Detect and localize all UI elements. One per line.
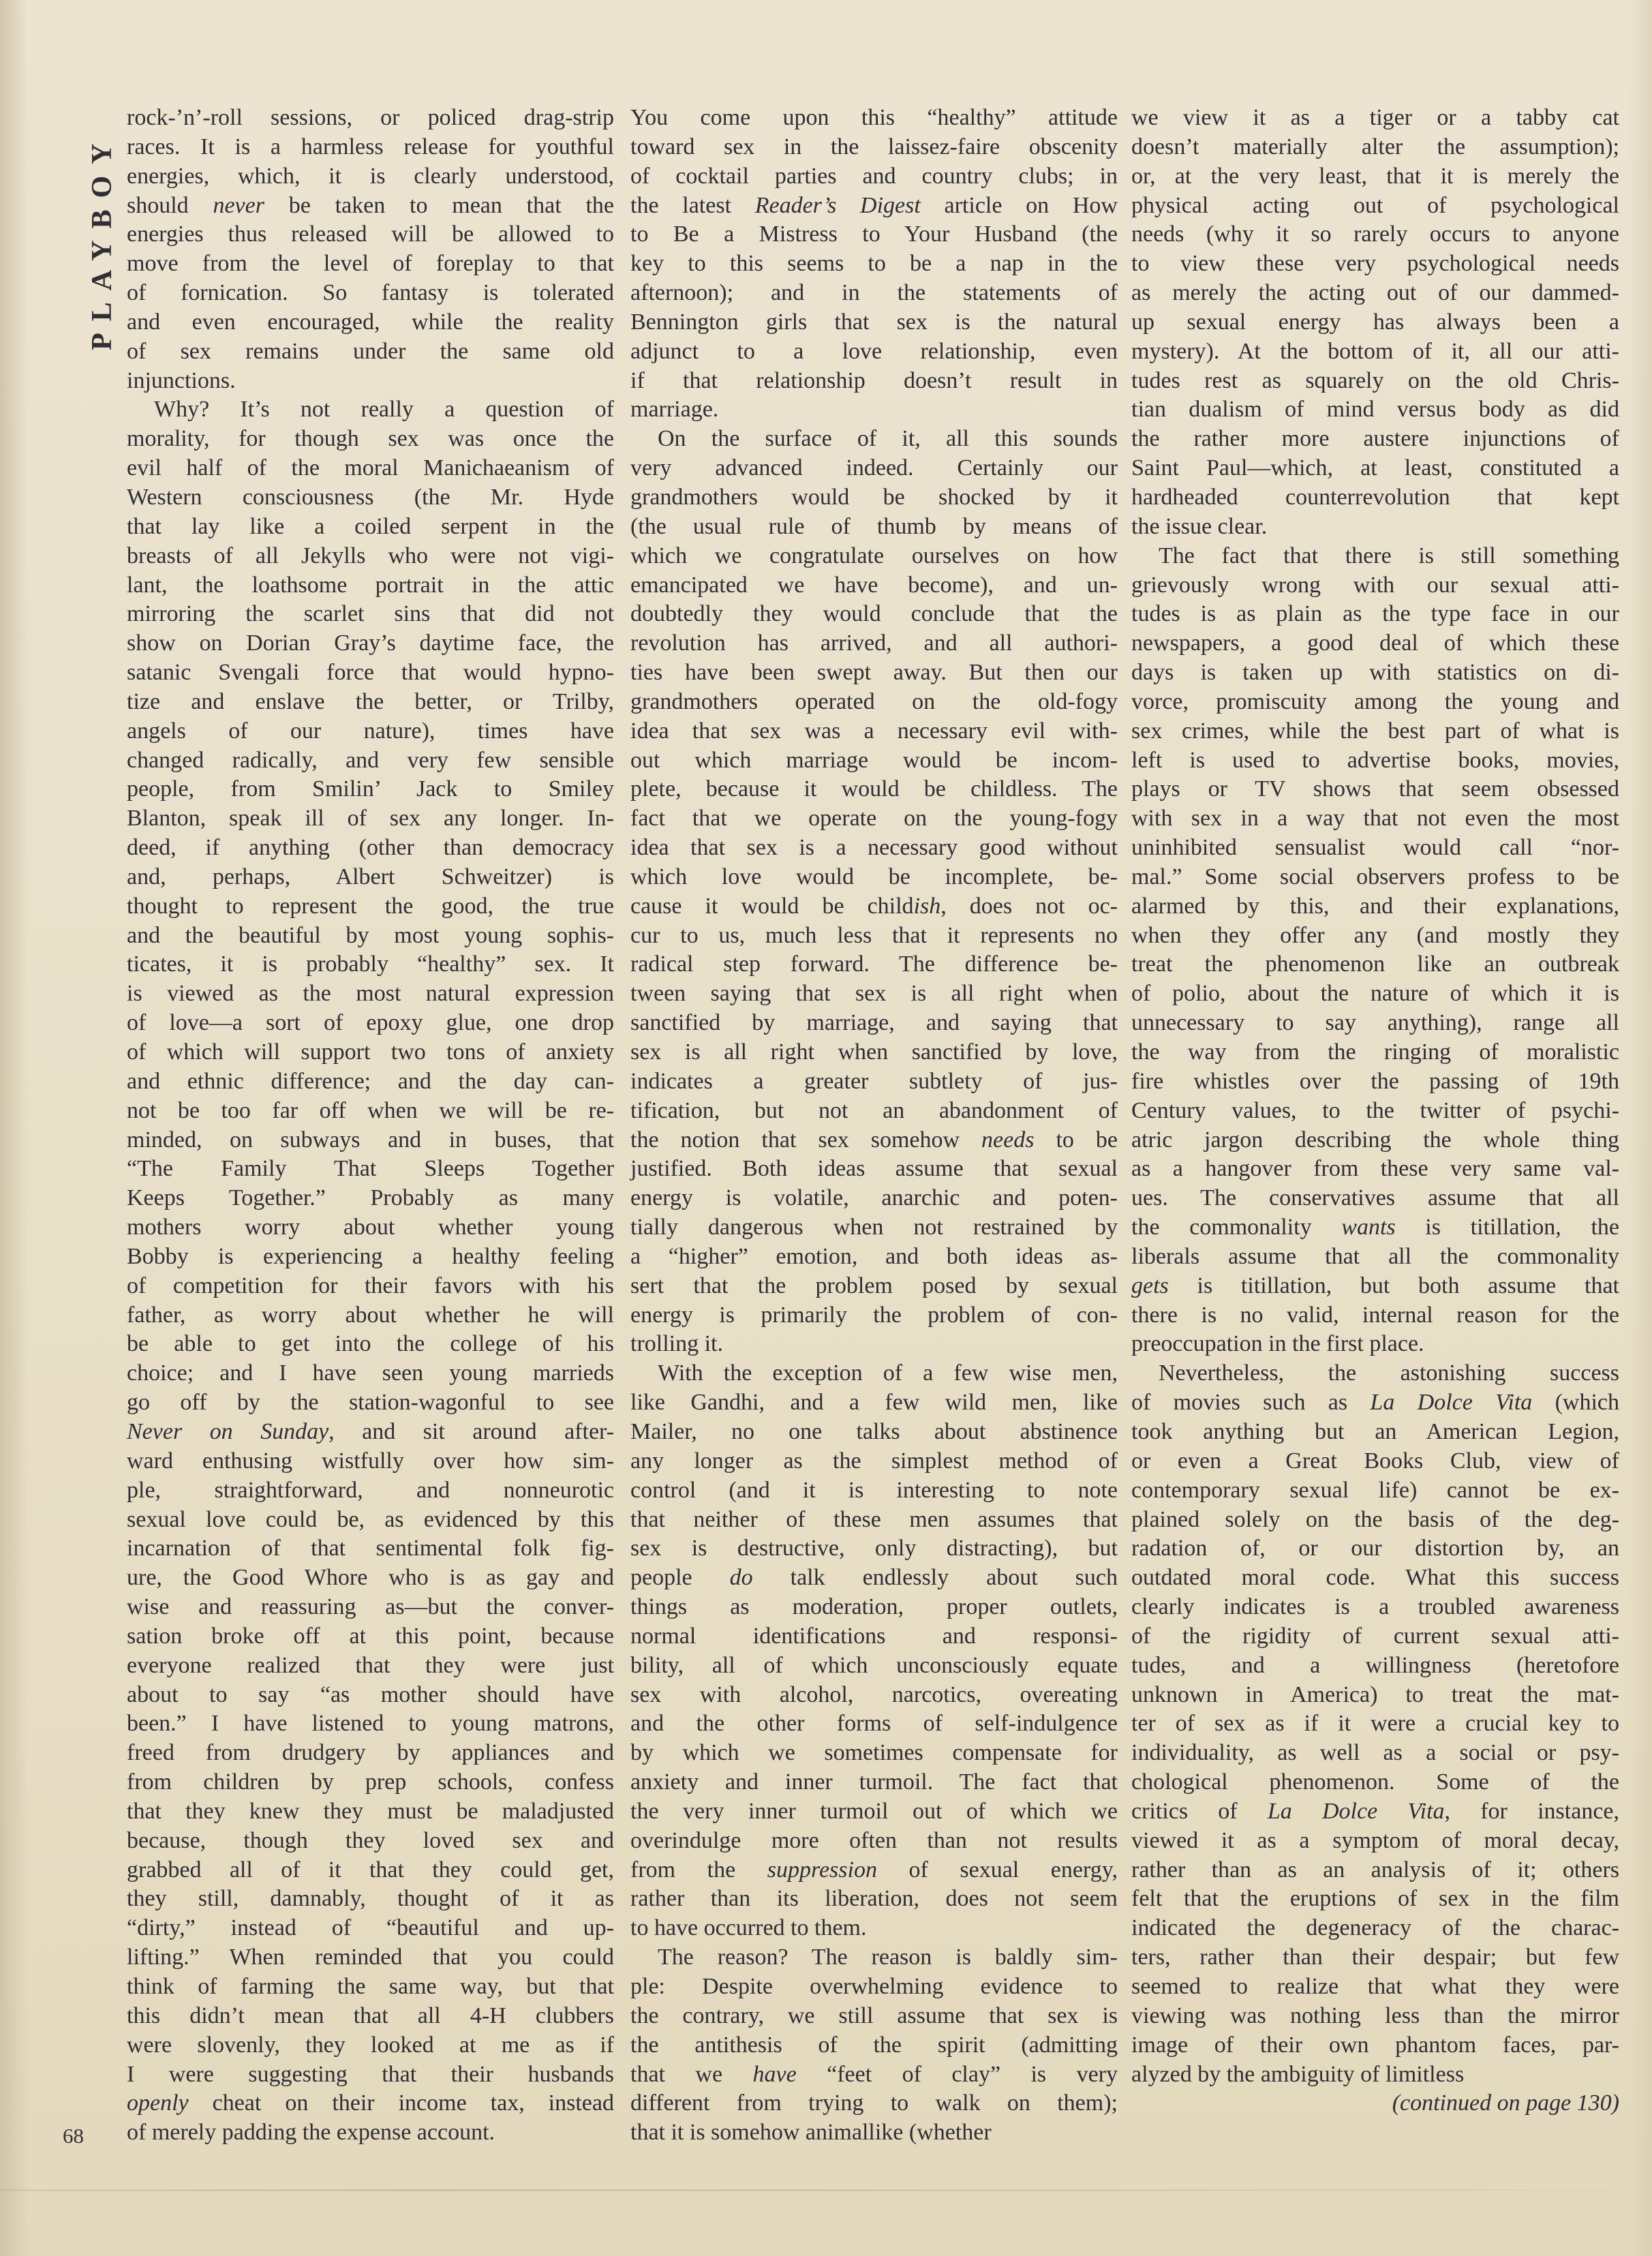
text-line: tudes rest as squarely on the old Chris- [1131,367,1619,393]
paragraph [630,1359,1118,1943]
paragraph [1131,104,1619,542]
text-line: rather than its liberation, does not seem [630,1886,1118,1912]
text-line: as a hangover from these very same val- [1131,1156,1619,1182]
text-line: doubtedly they would conclude that the [630,601,1118,627]
text-line: of the rigidity of current sexual atti- [1131,1623,1619,1649]
text-line: radation of, or our distortion by, an [1131,1536,1619,1561]
text-line: sex crimes, while the best part of what is [1131,718,1619,744]
text-line: liberals assume that all the commonality [1131,1243,1619,1269]
text-line: The fact that there is still something [1159,543,1619,568]
text-line: morality, for though sex was once the [127,426,614,452]
text-line: indicated the degeneracy of the charac- [1131,1915,1619,1941]
text-line: of which will support two tons of anxiety [127,1039,614,1065]
text-line: mirroring the scarlet sins that did not [127,601,614,627]
text-line: sex is all right when sanctified by love, [630,1039,1118,1065]
text-line: which love would be incomplete, be- [630,864,1118,889]
text-line: of merely padding the expense account. [127,2120,495,2146]
text-line: incarnation of that sentimental folk fig- [127,1536,614,1561]
text-line: Mailer, no one talks about abstinence [630,1418,1118,1444]
text-line: and, perhaps, Albert Schweitzer) is [127,864,614,889]
text-column-middle [630,104,1118,2148]
text-column-left [127,104,614,2148]
text-line: cur to us, much less that it represents no [630,922,1118,948]
text-line: felt that the eruptions of sex in the film [1131,1886,1619,1912]
text-line: should never be taken to mean that the [127,192,614,218]
text-line: sex with alcohol, narcotics, overeating [630,1681,1118,1707]
text-line: overindulge more often than not results [630,1827,1118,1853]
text-line: by which we sometimes compensate for [630,1740,1118,1766]
text-line: seemed to realize that what they were [1131,1974,1619,1999]
text-line: because, though they loved sex and [127,1827,614,1853]
text-line: hardheaded counterrevolution that kept [1131,484,1619,510]
text-line: Bennington girls that sex is the natural [630,309,1118,335]
text-line: to have occurred to them. [630,1915,867,1941]
text-line: very advanced indeed. Certainly our [630,455,1118,481]
text-line: openly cheat on their income tax, instead [127,2090,614,2116]
text-line: minded, on subways and in buses, that [127,1127,614,1153]
text-line: that we have “feet of clay” is very [630,2061,1118,2087]
text-line: needs (why it so rarely occurs to anyone [1131,222,1619,247]
text-line: of competition for their favors with his [127,1272,614,1298]
text-line: tudes, and a willingness (heretofore [1131,1652,1619,1678]
text-line: grandmothers would be shocked by it [630,484,1118,510]
text-line: energies, which, it is clearly understood, [127,163,614,189]
text-line: idea that sex is a necessary good without [630,835,1118,861]
text-line: ues. The conservatives assume that all [1131,1185,1619,1211]
text-line: the way from the ringing of moralistic [1131,1039,1619,1065]
text-line: adjunct to a love relationship, even [630,338,1118,364]
text-line: grandmothers operated on the old-fogy [630,688,1118,714]
text-line: choice; and I have seen young marrieds [127,1360,614,1386]
text-line: physical acting out of psychological [1131,192,1619,218]
text-line: Never on Sunday, and sit around after- [127,1418,614,1444]
text-line: as merely the acting out of our dammed- [1131,280,1619,306]
paragraph [127,395,614,2148]
text-line: to view these very psychological needs [1131,251,1619,277]
text-line: viewing was nothing less than the mirror [1131,2002,1619,2028]
text-line: On the surface of it, all this sounds [658,426,1118,452]
text-line: from children by prep schools, confess [127,1769,614,1795]
text-line: plained solely on the basis of the deg- [1131,1506,1619,1532]
text-line: ter of sex as if it were a crucial key to [1131,1711,1619,1737]
text-line: vorce, promiscuity among the young and [1131,688,1619,714]
text-line: the issue clear. [1131,513,1268,539]
text-line: evil half of the moral Manichaeanism of [127,455,614,481]
text-line: there is no valid, internal reason for the [1131,1302,1619,1328]
text-line: angels of our nature), times have [127,718,614,744]
text-line: “dirty,” instead of “beautiful and up- [127,1915,614,1941]
text-line: tween saying that sex is all right when [630,981,1118,1007]
text-line: rather than as an analysis of it; others [1131,1857,1619,1882]
text-line: emancipated we have become), and un- [630,572,1118,598]
paragraph [1131,2089,1619,2118]
text-line: newspapers, a good deal of which these [1131,630,1619,656]
text-line: the latest Reader’s Digest article on How [630,192,1118,218]
text-line: with sex in a way that not even the most [1131,806,1619,832]
text-line: were slovenly, they looked at me as if [127,2032,614,2058]
text-line: Keeps Together.” Probably as many [127,1185,614,1211]
text-line: contemporary sexual life) cannot be ex- [1131,1477,1619,1503]
text-line: energy is volatile, anarchic and poten- [630,1185,1118,1211]
text-line: people, from Smilin’ Jack to Smiley [127,776,614,802]
text-line: sanctified by marriage, and saying that [630,1010,1118,1036]
text-line: indicates a greater subtlety of jus- [630,1068,1118,1094]
text-line: normal identifications and responsi- [630,1623,1118,1649]
text-line: Century values, to the twitter of psychi- [1131,1097,1619,1123]
text-line: viewed it as a symptom of moral decay, [1131,1827,1619,1853]
text-line: marriage. [630,397,719,423]
text-line: Nevertheless, the astonishing success [1159,1360,1619,1386]
text-line: move from the level of foreplay to that [127,251,614,277]
text-line: from the suppression of sexual energy, [630,1857,1118,1882]
text-line: revolution has arrived, and all authori- [630,630,1118,656]
text-line: ple, straightforward, and nonneurotic [127,1477,614,1503]
text-line: about to say “as mother should have [127,1681,614,1707]
text-line: unknown in America) to treat the mat- [1131,1681,1619,1707]
text-line: freed from drudgery by appliances and [127,1740,614,1766]
text-line: fact that we operate on the young-fogy [630,806,1118,832]
text-line: unnecessary to say anything), range all [1131,1010,1619,1036]
text-line: image of their own phantom faces, par- [1131,2032,1619,2058]
text-line: ure, the Good Whore who is as gay and [127,1565,614,1591]
text-line: key to this seems to be a nap in the [630,251,1118,277]
text-line: ticates, it is probably “healthy” sex. It [127,951,614,977]
text-line: tudes is as plain as the type face in our [1131,601,1619,627]
text-line: be able to get into the college of his [127,1331,614,1357]
text-line: thought to represent the good, the true [127,893,614,919]
text-line: ward enthusing wistfully over how sim- [127,1448,614,1474]
text-line: You come upon this “healthy” attitude [630,105,1118,130]
text-line: the contrary, we still assume that sex is [630,2002,1118,2028]
text-line: the very inner turmoil out of which we [630,1798,1118,1824]
page-number: 68 [63,2124,84,2148]
text-line: rock-’n’-roll sessions, or policed drag-strip [127,105,614,130]
text-line: out which marriage would be incom- [630,747,1118,773]
text-line: is viewed as the most natural expression [127,981,614,1007]
text-line: trolling it. [630,1331,723,1357]
text-line: and even encouraged, while the reality [127,309,614,335]
text-line: took anything but an American Legion, [1131,1418,1619,1444]
text-line: and the other forms of self-indulgence [630,1711,1118,1737]
text-line: sexual love could be, as evidenced by this [127,1506,614,1532]
text-line: (the usual rule of thumb by means of [630,513,1118,539]
text-line: that neither of these men assumes that [630,1506,1118,1532]
paragraph [127,104,614,395]
text-line: of movies such as La Dolce Vita (which [1131,1390,1620,1416]
text-line: bility, all of which unconsciously equate [630,1652,1118,1678]
text-line: up sexual energy has always been a [1131,309,1619,335]
text-line: treat the phenomenon like an outbreak [1131,951,1619,977]
text-line: the antithesis of the spirit (admitting [630,2032,1118,2058]
text-line: of cocktail parties and country clubs; in [630,163,1118,189]
scan-crease-artifact [0,2189,1652,2191]
text-line: to Be a Mistress to Your Husband (the [630,222,1118,247]
text-line: mothers worry about whether young [127,1215,614,1240]
text-line: tize and enslave the better, or Trilby, [127,688,614,714]
text-line: things as moderation, proper outlets, [630,1594,1118,1620]
text-line: this didn’t mean that all 4-H clubbers [127,2002,614,2028]
text-line: preoccupation in the first place. [1131,1331,1424,1357]
text-line: like Gandhi, and a few wild men, like [630,1390,1118,1416]
text-line: left is used to advertise books, movies, [1131,747,1619,773]
text-line: deed, if anything (other than democracy [127,835,614,861]
paragraph [630,1943,1118,2148]
text-line: everyone realized that they were just [127,1652,614,1678]
text-line: people do talk endlessly about such [630,1565,1118,1591]
text-line: Western consciousness (the Mr. Hyde [127,484,614,510]
text-line: anxiety and inner turmoil. The fact that [630,1769,1118,1795]
text-line: satanic Svengali force that would hypno- [127,660,614,686]
text-line: uninhibited sensualist would call “nor- [1131,835,1619,861]
text-line: think of farming the same way, but that [127,1974,614,1999]
text-line: afternoon); and in the statements of [630,280,1118,306]
text-line: energy is primarily the problem of con- [630,1302,1118,1328]
paragraph [1131,542,1619,1360]
text-line: go off by the station-wagonful to see [127,1390,614,1416]
text-line: grabbed all of it that they could get, [127,1857,614,1882]
text-line: critics of La Dolce Vita, for instance, [1131,1798,1619,1824]
text-line: lant, the loathsome portrait in the attic [127,572,614,598]
text-line: With the exception of a few wise men, [658,1360,1118,1386]
text-line: idea that sex was a necessary evil with- [630,718,1118,744]
text-line: toward sex in the laissez-faire obscenity [630,134,1118,159]
text-line: justified. Both ideas assume that sexual [630,1156,1118,1182]
text-line: the rather more austere injunctions of [1131,426,1619,452]
text-line: ters, rather than their despair; but few [1131,1945,1619,1970]
text-line: mal.” Some social observers profess to be [1131,864,1619,889]
text-line: atric jargon describing the whole thing [1131,1127,1619,1153]
text-line: if that relationship doesn’t result in [630,367,1118,393]
text-line: grievously wrong with our sexual atti- [1131,572,1619,598]
text-line: sation broke off at this point, because [127,1623,614,1649]
text-line: fire whistles over the passing of 19th [1131,1068,1619,1094]
text-line: been.” I have listened to young matrons, [127,1711,614,1737]
paragraph [630,104,1118,425]
text-line: (continued on page 130) [1392,2090,1619,2116]
text-line: that it is somehow animallike (whether [630,2120,992,2146]
text-line: father, as worry about whether he will [127,1302,614,1328]
text-line: The reason? The reason is baldly sim- [658,1945,1118,1970]
paragraph [1131,1359,1619,2089]
text-line: gets is titillation, but both assume that [1131,1272,1619,1298]
text-line: individuality, as well as a social or psy- [1131,1740,1619,1766]
text-line: I were suggesting that their husbands [127,2061,614,2087]
text-line: that they knew they must be maladjusted [127,1798,614,1824]
text-line: sex is destructive, only distracting), but [630,1536,1118,1561]
text-line: ties have been swept away. But then our [630,660,1118,686]
text-line: tification, but not an abandonment of [630,1097,1118,1123]
text-line: when they offer any (and mostly they [1131,922,1619,948]
text-line: plete, because it would be childless. The [630,776,1118,802]
text-line: days is taken up with statistics on di- [1131,660,1619,686]
text-column-right [1131,104,1619,2118]
text-line: or even a Great Books Club, view of [1131,1448,1619,1474]
text-line: of polio, about the nature of which it is [1131,981,1619,1007]
text-line: they still, damnably, thought of it as [127,1886,614,1912]
text-line: wise and reassuring as—but the conver- [127,1594,614,1620]
text-line: “The Family That Sleeps Together [127,1156,614,1182]
text-line: plays or TV shows that seem obsessed [1131,776,1619,802]
text-line: tian dualism of mind versus body as did [1131,397,1619,423]
text-line: injunctions. [127,367,236,393]
text-line: the commonality wants is titillation, the [1131,1215,1619,1240]
text-line: Blanton, speak ill of sex any longer. In- [127,806,614,832]
text-line: any longer as the simplest method of [630,1448,1118,1474]
text-line: tially dangerous when not restrained by [630,1215,1118,1240]
text-line: control (and it is interesting to note [630,1477,1118,1503]
text-line: cause it would be childish, does not oc- [630,893,1118,919]
paragraph [630,425,1118,1359]
text-line: of fornication. So fantasy is tolerated [127,280,614,306]
text-line: that lay like a coiled serpent in the [127,513,614,539]
text-line: energies thus released will be allowed to [127,222,614,247]
text-line: clearly indicates is a troubled awareness [1131,1594,1619,1620]
text-line: and the beautiful by most young sophis- [127,922,614,948]
text-line: not be too far off when we will be re- [127,1097,614,1123]
text-line: lifting.” When reminded that you could [127,1945,614,1970]
text-line: races. It is a harmless release for youthful [127,134,614,159]
text-line: which we congratulate ourselves on how [630,543,1118,568]
text-line: alyzed by the ambiguity of limitless [1131,2061,1465,2087]
text-line: and ethnic difference; and the day can- [127,1068,614,1094]
text-line: ple: Despite overwhelming evidence to [630,1974,1118,1999]
text-line: different from trying to walk on them); [630,2090,1118,2116]
text-line: a “higher” emotion, and both ideas as- [630,1243,1118,1269]
text-line: outdated moral code. What this success [1131,1565,1619,1591]
text-line: or, at the very least, that it is merely the [1131,163,1619,189]
text-line: mystery). At the bottom of it, all our atti- [1131,338,1619,364]
text-line: doesn’t materially alter the assumption); [1131,134,1619,159]
text-line: the notion that sex somehow needs to be [630,1127,1118,1153]
text-line: of sex remains under the same old [127,338,614,364]
text-line: Bobby is experiencing a healthy feeling [127,1243,614,1269]
text-line: show on Dorian Gray’s daytime face, the [127,630,614,656]
text-line: changed radically, and very few sensible [127,747,614,773]
text-line: we view it as a tiger or a tabby cat [1131,105,1619,130]
text-line: Saint Paul—which, at least, constituted a [1131,455,1619,481]
text-line: sert that the problem posed by sexual [630,1272,1118,1298]
playboy-vertical-folio-label: PLAYBOY [87,132,118,350]
text-line: Why? It’s not really a question of [154,397,614,423]
text-line: chological phenomenon. Some of the [1131,1769,1619,1795]
text-line: radical step forward. The difference be- [630,951,1118,977]
text-line: of love—a sort of epoxy glue, one drop [127,1010,614,1036]
text-line: alarmed by this, and their explanations, [1131,893,1619,919]
text-line: breasts of all Jekylls who were not vigi- [127,543,614,568]
